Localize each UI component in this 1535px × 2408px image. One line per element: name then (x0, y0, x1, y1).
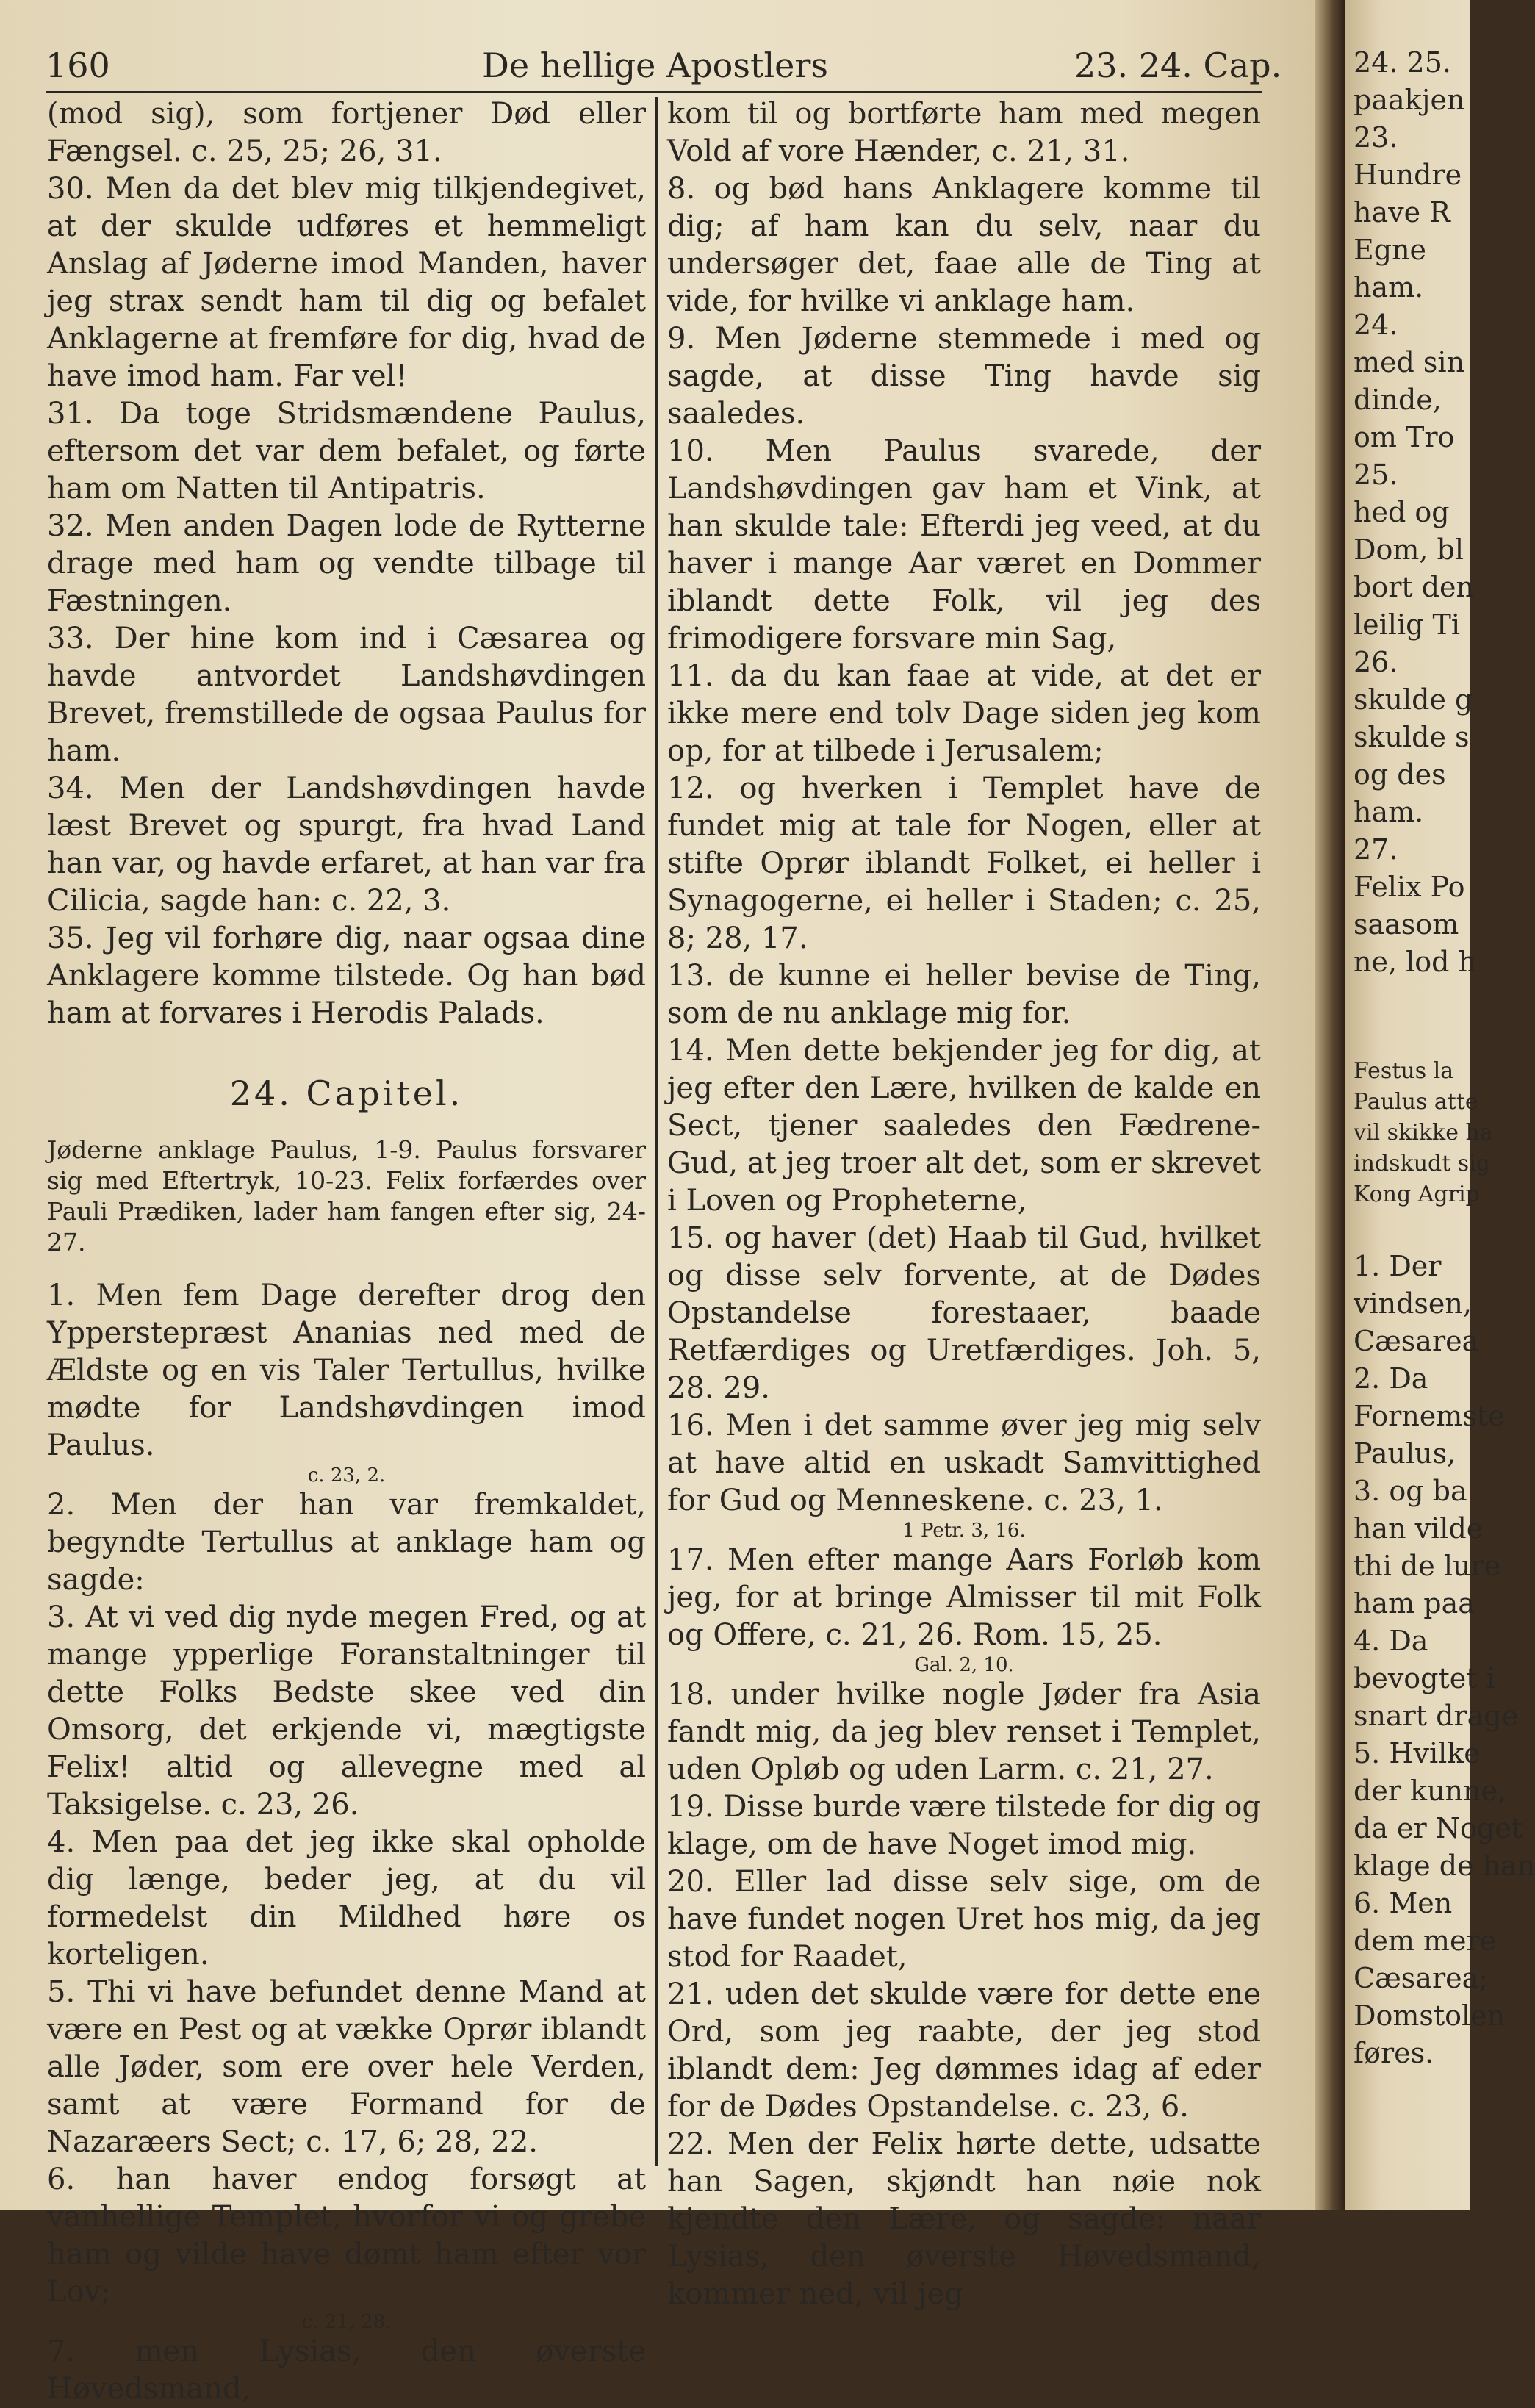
fragment-line: vindsen, (1354, 1287, 1472, 1320)
verse: 6. han haver endog forsøgt at vanhellige Templet, hvorfor vi og grebe ham og vilde have dømt ham efter vor Lov; (47, 2163, 646, 2309)
verse: 33. Der hine kom ind i Cæsarea og havde antvordet Landshøvdingen Brevet, fremstillede de ogsaa Paulus for ham. (47, 622, 646, 768)
fragment-line: 25. (1354, 459, 1398, 491)
fragment-line: hed og (1354, 496, 1450, 528)
fragment-line: klage de han (1354, 1850, 1535, 1882)
fragment-line: 3. og ba (1354, 1475, 1467, 1507)
left-column (47, 96, 646, 2408)
verse: 30. Men da det blev mig tilkjendegivet, at der skulde udføres et hemmeligt Anslag af Jøderne imod Manden, haver jeg strax sendt ham til dig og befalet Anklagerne at fremføre for dig, hvad de have imod ham. Far vel! (47, 172, 646, 393)
fragment-line: føres. (1354, 2037, 1434, 2069)
fragment-line: snart drage (1354, 1700, 1519, 1732)
verse: 35. Jeg vil forhøre dig, naar ogsaa dine Anklagere komme tilstede. Og han bød ham at forvares i Herodis Palads. (47, 921, 646, 1030)
verse: 20. Eller lad disse selv sige, om de have fundet nogen Uret hos mig, da jeg stod for Raadet, (667, 1865, 1261, 1974)
fragment-line: paakjen (1354, 84, 1465, 116)
fragment-line: ne, lod h (1354, 946, 1477, 978)
fragment-line: Cæsarea (1354, 1325, 1479, 1357)
verse: 1. Men fem Dage derefter drog den Ypperstepræst Ananias ned med de Ældste og en vis Taler Tertullus, hvilke mødte for Landshøvdingen imod Paulus. (47, 1279, 646, 1462)
verse: 17. Men efter mange Aars Forløb kom jeg, for at bringe Almisser til mit Folk og Offere, c. 21, 26. Rom. 15, 25. (667, 1543, 1261, 1652)
verse: 4. Men paa det jeg ikke skal opholde dig længe, beder jeg, at du vil formedelst din Mildhed høre os korteligen. (47, 1825, 646, 1972)
fragment-line: Dom, bl (1354, 533, 1464, 566)
verse: 7. men Lysias, den øverste Høvedsmand, (47, 2335, 646, 2406)
verse: 18. under hvilke nogle Jøder fra Asia fandt mig, da jeg blev renset i Templet, uden Opløb og uden Larm. c. 21, 27. (667, 1678, 1261, 1786)
verse: 12. og hverken i Templet have de fundet mig at tale for Nogen, eller at stifte Oprør iblandt Folket, ei heller i Synagogerne, ei heller i Staden; c. 25, 8; 28, 17. (667, 772, 1261, 955)
fragment-line: bort den (1354, 571, 1475, 603)
fragment-line: skulde g (1354, 683, 1473, 716)
verse: 32. Men anden Dagen lode de Rytterne drage med ham og vendte tilbage til Fæstningen. (47, 509, 646, 618)
fragment-line: der kunne, (1354, 1775, 1507, 1807)
fragment-line: 24. (1354, 309, 1398, 341)
fragment-line: ham. (1354, 271, 1424, 303)
verse: 21. uden det skulde være for dette ene Ord, som jeg raabte, der jeg stod iblandt dem: Jeg dømmes idag af eder for de Dødes Opstandelse. c. 23, 6. (667, 1977, 1261, 2124)
column-divider (655, 97, 658, 2166)
verse: 15. og haver (det) Haab til Gud, hvilket og disse selv forvente, at de Dødes Opstandelse forestaaer, baade Retfærdiges og Uretfærdiges. Joh. 5, 28. 29. (667, 1221, 1261, 1405)
fragment-line (1354, 1210, 1535, 1248)
fragment-line: 2. Da (1354, 1362, 1428, 1395)
fragment-line (1354, 1018, 1535, 1056)
fragment-line: dem mere (1354, 1924, 1497, 1957)
verse: 19. Disse burde være tilstede for dig og klage, om de have Noget imod mig. (667, 1790, 1261, 1861)
cross-reference: 1 Petr. 3, 16. (902, 1520, 1026, 1542)
verse: 14. Men dette bekjender jeg for dig, at jeg efter den Lære, hvilken de kalde en Sect, tjener saaledes den Fædrene-Gud, at jeg troer alt det, som er skrevet i Loven og Propheterne, (667, 1034, 1261, 1218)
verse: 22. Men der Felix hørte dette, udsatte han Sagen, skjøndt han nøie nok kjendte den Lære, og sagde: naar Lysias, den øverste Høvedsmand, kommer ned, vil jeg (667, 2127, 1261, 2311)
verse: 3. At vi ved dig nyde megen Fred, og at mange ypperlige Foranstaltninger til dette Folks Bedste skee ved din Omsorg, det erkjende vi, mægtigste Felix! altid og allevegne med al Taksigelse. c. 23, 26. (47, 1600, 646, 1822)
chapter-heading: 24. Capitel. (229, 1074, 464, 1113)
verse: 16. Men i det samme øver jeg mig selv at have altid en uskadt Samvittighed for Gud og Menneskene. c. 23, 1. (667, 1409, 1261, 1517)
verse: 5. Thi vi have befundet denne Mand at være en Pest og at vække Oprør iblandt alle Jøder, som ere over hele Verden, samt at være Formand for de Nazaræers Sect; c. 17, 6; 28, 22. (47, 1975, 646, 2159)
fragment-line: saasom (1354, 908, 1459, 941)
verse: 34. Men der Landshøvdingen havde læst Brevet og spurgt, fra hvad Land han var, og havde erfaret, at han var fra Cilicia, sagde han: c. 22, 3. (47, 772, 646, 918)
fragment-line: 23. (1354, 121, 1398, 154)
fragment-line: 1. Der (1354, 1250, 1442, 1282)
fragment-line: Cæsarea; (1354, 1962, 1489, 1994)
fragment-line: ham. (1354, 796, 1424, 828)
verse: 11. da du kan faae at vide, at det er ikke mere end tolv Dage siden jeg kom op, for at tilbede i Jerusalem; (667, 659, 1261, 768)
fragment-line: Egne (1354, 234, 1427, 266)
chapter-range: 23. 24. Cap. (1074, 46, 1282, 85)
verse: 2. Men der han var fremkaldet, begyndte Tertullus at anklage ham og sagde: (47, 1488, 646, 1597)
verse: 13. de kunne ei heller bevise de Ting, som de nu anklage mig for. (667, 959, 1261, 1030)
fragment-line: 24. 25. (1354, 46, 1451, 79)
right-page-fragments (1354, 44, 1535, 2072)
verse: 8. og bød hans Anklagere komme til dig; af ham kan du selv, naar du undersøger det, faae alle de Ting at vide, for hvilke vi anklage ham. (667, 172, 1261, 318)
fragment-line: 4. Da (1354, 1625, 1428, 1657)
fragment-line: da er Noget (1354, 1812, 1523, 1844)
fragment-line: med sin (1354, 346, 1465, 378)
fragment-line: 6. Men (1354, 1887, 1453, 1919)
fragment-line: Domstolen (1354, 1999, 1506, 2032)
fragment-line: thi de lure (1354, 1550, 1501, 1582)
chapter-summary: Jøderne anklage Paulus, 1-9. Paulus forsvarer sig med Eftertryk, 10-23. Felix forfærdes over Pauli Prædiken, lader ham fangen efter sig, 24-27. (47, 1135, 646, 1257)
right-page-edge (1345, 0, 1535, 2210)
fragment-line: Hundre (1354, 159, 1462, 191)
fragment-line: han vilde (1354, 1512, 1484, 1545)
book-gutter (1315, 0, 1345, 2210)
fragment-line: og des (1354, 758, 1446, 791)
middle-column (667, 96, 1261, 2313)
cross-reference: c. 21, 28. (301, 2311, 392, 2333)
fragment-line: leilig Ti (1354, 608, 1461, 641)
fragment-line (1354, 981, 1535, 1018)
cross-reference: c. 23, 2. (307, 1464, 386, 1487)
fragment-line: indskudt sig (1354, 1151, 1491, 1176)
fragment-line: Paulus atte (1354, 1089, 1478, 1115)
cross-reference: Gal. 2, 10. (914, 1654, 1014, 1676)
fragment-line: 27. (1354, 833, 1398, 866)
header-rule (46, 91, 1262, 93)
verse: kom til og bortførte ham med megen Vold af vore Hænder, c. 21, 31. (667, 97, 1261, 168)
fragment-line: have R (1354, 196, 1450, 229)
fragment-line: 26. (1354, 646, 1398, 678)
fragment-line: skulde s (1354, 721, 1470, 753)
running-title: De hellige Apostlers (482, 46, 828, 85)
fragment-line: Paulus, (1354, 1437, 1456, 1470)
fragment-line: dinde, (1354, 384, 1442, 416)
fragment-line: Festus la (1354, 1058, 1454, 1084)
fragment-line: ham paa (1354, 1587, 1475, 1620)
fragment-line: Kong Agrip (1354, 1182, 1480, 1207)
fragment-line: Felix Po (1354, 871, 1465, 903)
verse: 10. Men Paulus svarede, der Landshøvdingen gav ham et Vink, at han skulde tale: Efterdi jeg veed, at du haver i mange Aar været en Dommer iblandt dette Folk, vil jeg des frimodigere forsvare min Sag, (667, 434, 1261, 655)
verse: 31. Da toge Stridsmændene Paulus, eftersom det var dem befalet, og førte ham om Natten til Antipatris. (47, 397, 646, 506)
fragment-line: vil skikke ha (1354, 1120, 1493, 1146)
fragment-line: om Tro (1354, 421, 1455, 453)
page-number: 160 (46, 46, 110, 85)
fragment-line: bevogtet i (1354, 1662, 1495, 1694)
verse: 9. Men Jøderne stemmede i med og sagde, at disse Ting havde sig saaledes. (667, 322, 1261, 431)
fragment-line: Fornemste (1354, 1400, 1505, 1432)
verse: (mod sig), som fortjener Død eller Fængsel. c. 25, 25; 26, 31. (47, 97, 646, 168)
fragment-line: 5. Hvilke (1354, 1737, 1481, 1769)
